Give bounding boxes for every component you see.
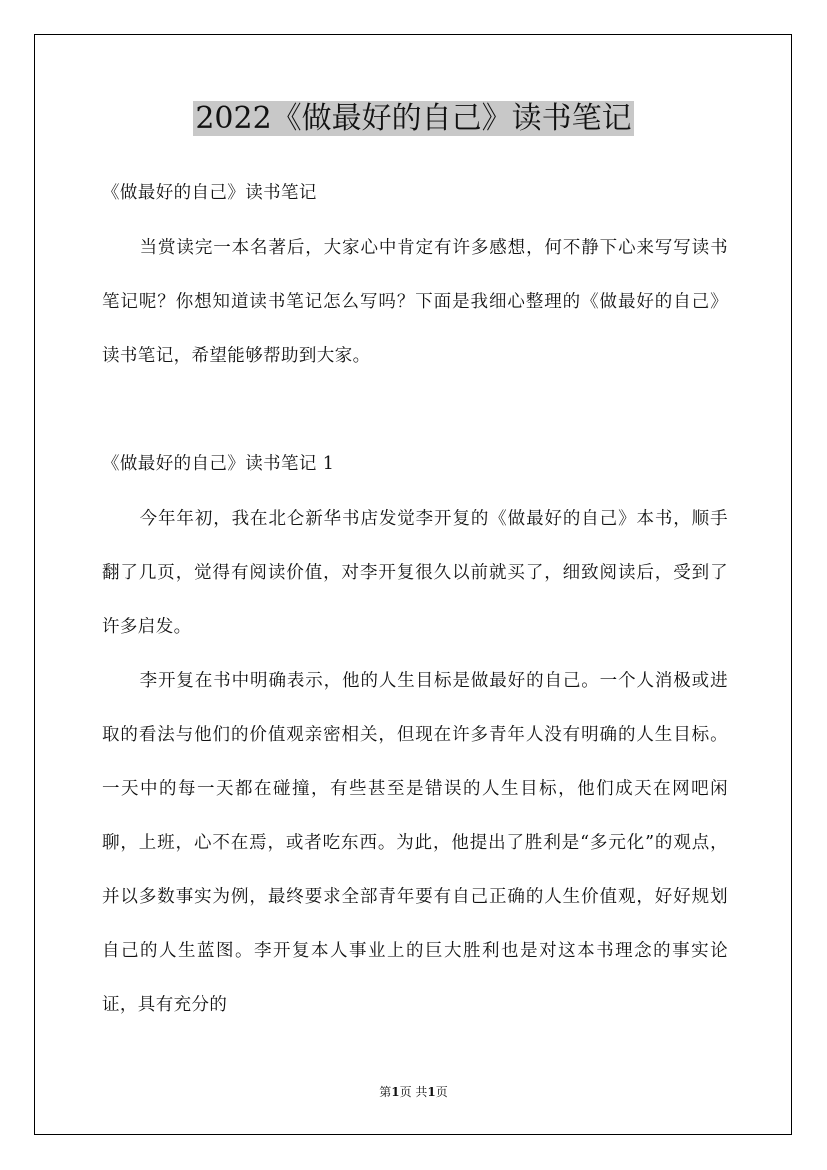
footer-page-total: 1: [427, 1085, 436, 1099]
paragraph-2: 李开复在书中明确表示，他的人生目标是做最好的自己。一个人消极或进取的看法与他们的价值观亲密相关，但现在许多青年人没有明确的人生目标。一天中的每一天都在碰撞，有些甚至是错误的人生目标，他们成天在网吧闲聊，上班，心不在焉，或者吃东西。为此，他提出了胜利是“多元化”的观点，并以多数事实为例，最终要求全部青年要有自己正确的人生价值观，好好规划自己的人生蓝图。李开复本人事业上的巨大胜利也是对这本书理念的事实论证，具有充分的: [102, 671, 728, 1015]
footer-page-prefix: 第: [379, 1085, 392, 1099]
document-title: [0, 96, 827, 142]
footer-page-suffix: 页: [435, 1085, 448, 1099]
footer-page-current: 1: [391, 1085, 400, 1099]
intro-paragraph: 当赏读完一本名著后，大家心中肯定有许多感想，何不静下心来写写读书笔记呢？你想知道读书笔记怎么写吗？下面是我细心整理的《做最好的自己》读书笔记，希望能够帮助到大家。: [102, 238, 728, 366]
document-title-text: 2022《做最好的自己》读书笔记: [195, 101, 632, 136]
document-subtitle: 《做最好的自己》读书笔记: [102, 183, 317, 203]
page-footer: [0, 1082, 827, 1102]
section-heading: 《做最好的自己》读书笔记 1: [102, 454, 335, 474]
footer-page-mid: 页 共: [399, 1085, 428, 1099]
paragraph-1: 今年年初，我在北仑新华书店发觉李开复的《做最好的自己》本书，顺手翻了几页，觉得有阅读价值，对李开复很久以前就买了，细致阅读后，受到了许多启发。: [102, 509, 728, 637]
